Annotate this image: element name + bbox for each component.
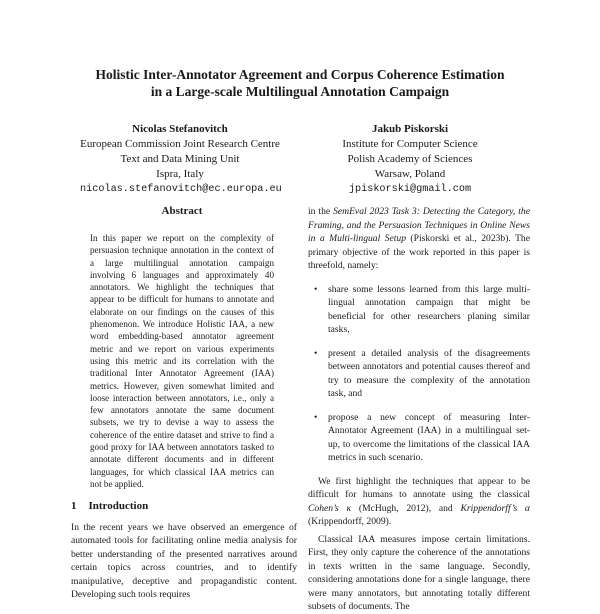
author-affiliation: Polish Academy of Sciences (347, 153, 473, 165)
list-item: • share some lessons learned from this large multi-lingual annotation campaign that might be beneficial for other researchers planing similar tasks, (314, 283, 530, 335)
author-block-2 (310, 122, 510, 197)
abstract-heading: Abstract (161, 205, 203, 217)
author-affiliation: Institute for Computer Science (342, 138, 478, 150)
paragraph-objectives: in the SemEval 2023 Task 3: Detecting the Category, the Framing, and the Persuasion Techniques in Online News in a Multi-lingual Setup (Piskorski et al., 2023b). The primary objective of the work reported in this paper is threefold, namely: (308, 206, 530, 271)
author-email: jpiskorski@gmail.com (348, 184, 472, 195)
author-affiliation: Text and Data Mining Unit (120, 153, 240, 165)
section-number: 1 (71, 500, 77, 512)
right-column (308, 205, 530, 614)
bullet-icon: • (314, 411, 318, 423)
section-title: Introduction (88, 500, 149, 512)
introduction-text: In the recent years we have observed an emergence of automated tools for facilitating online media analysis for better understanding of the presented narratives around certain topics across countries, and to identify manipulative, deceptive and propagandistic content. Developing such tools requires (71, 522, 297, 601)
paper-title-line-2: in a Large-scale Multilingual Annotation Campaign (150, 84, 450, 99)
paragraph-limitations: Classical IAA measures impose certain limitations. First, they only capture the coherence of the annotations in texts written in the same language. Secondly, considering annotations done for a single language, there were many annotators, but annotating totally different subsets of documents. The (308, 533, 530, 612)
author-affiliation: European Commission Joint Research Centre (80, 138, 280, 150)
bullet-icon: • (314, 347, 318, 359)
author-affiliation: Warsaw, Poland (374, 168, 446, 180)
objectives-list (308, 283, 530, 465)
bullet-icon: • (314, 283, 318, 295)
list-item: • propose a new concept of measuring Inter-Annotator Agreement (IAA) in a multilingual set-up, to overcome the limitations of the classical IAA metrics in such scenario. (314, 411, 530, 463)
paragraph-techniques: We first highlight the techniques that appear to be difficult for humans to annotate using the classical Cohen’s κ (McHugh, 2012), and Krippendorff’s α (Krippendorff, 2009). (308, 475, 530, 527)
section-heading-introduction (71, 500, 148, 512)
author-name: Jakub Piskorski (371, 123, 449, 135)
author-name: Nicolas Stefanovitch (132, 123, 228, 135)
author-affiliation: Ispra, Italy (156, 168, 204, 180)
paper-title-line-1: Holistic Inter-Annotator Agreement and Corpus Coherence Estimation (95, 67, 505, 82)
author-email: nicolas.stefanovitch@ec.europa.eu (80, 184, 282, 195)
task-title: SemEval 2023 Task 3: Detecting the Category, the Framing, and the Persuasion Techniques in Online News in a Multi-lingual Setup (308, 206, 530, 244)
list-item: • present a detailed analysis of the disagreements between annotators and potential causes thereof and try to measure the complexity of the annotation task, and (314, 347, 530, 399)
abstract-text: In this paper we report on the complexity of persuasion technique annotation in the context of a large multilingual annotation campaign involving 6 languages and approximately 40 annotators. We highlight the techniques that appear to be difficult for humans to annotate and elaborate on our findings on the causes of this phenomenon. We introduce Holistic IAA, a new word embedding-based annotator agreement metric and we report on various experiments using this metric and its correlation with the traditional Inter Annotator Agreement (IAA) metrics. However, given somewhat limited and loose interaction between annotators, i.e., only a few annotators annotate the same document subsets, we try to devise a way to assess the coherence of the entire dataset and strive to find a good proxy for IAA between annotators tasked to annotate different documents and in different languages, for which classical IAA metrics can not be applied. (90, 233, 274, 489)
author-block-1 (80, 122, 280, 197)
